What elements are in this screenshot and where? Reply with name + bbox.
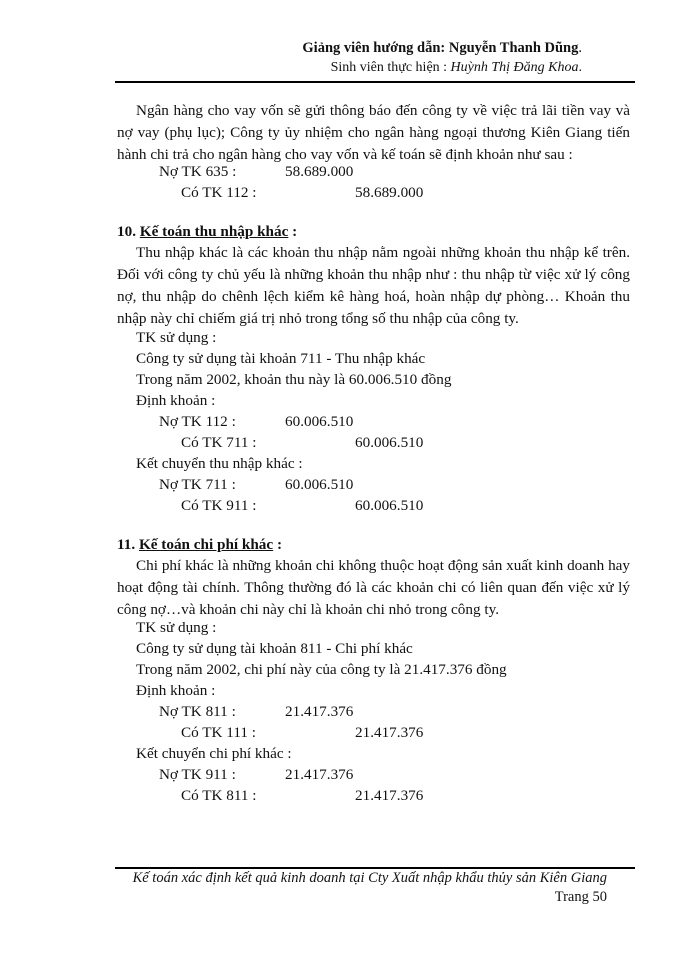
section11-text: Chi phí khác là những khoản chi không thuộc hoạt động sản xuất kinh doanh hay hoạt động tài chính. Thông thường đó là các khoản chi có liên quan đến việc xử lý công nợ…và khoản chi này chỉ là khoản chi nhỏ trong công ty. (117, 557, 630, 618)
section10-transfer-credit-label: Có TK 911 : (181, 497, 257, 514)
section10-text: Thu nhập khác là các khoản thu nhập nằm ngoài những khoản thu nhập kể trên. Đối với công ty chủ yếu là những khoản thu nhập như : thu nhập từ việc xử lý công nợ, thu nhập do chênh lệch kiểm kê hàng hoá, hoàn nhập dự phòng… Khoản thu nhập này chỉ chiếm giá trị nhỏ trong tổng số thu nhập của công ty. (117, 244, 630, 327)
intro-debit-label: Nợ TK 635 : (159, 163, 237, 180)
section10-transfer-debit-label: Nợ TK 711 : (159, 476, 236, 493)
section11-tk-text: Công ty sử dụng tài khoản 811 - Chi phí khác (136, 640, 413, 657)
section10-tk-label: TK sử dụng : (136, 329, 217, 346)
section10-entry-credit-value: 60.006.510 (355, 434, 424, 451)
section11-heading (117, 536, 282, 554)
section10-transfer-credit-value: 60.006.510 (355, 497, 424, 514)
header-rule (115, 81, 635, 83)
footer-title: Kế toán xác định kết quả kinh doanh tại Cty Xuất nhập khẩu thủy sản Kiên Giang (132, 870, 607, 886)
section10-entry-credit-label: Có TK 711 : (181, 434, 257, 451)
instructor-label: Giảng viên hướng dẫn: (302, 40, 449, 56)
section10-entry-label: Định khoản : (136, 392, 216, 409)
section11-entry-credit-label: Có TK 111 : (181, 724, 256, 741)
section11-transfer-debit-value: 21.417.376 (285, 766, 354, 783)
section10-number: 10. (117, 223, 140, 240)
section11-paragraph (117, 555, 630, 621)
section11-tk-label: TK sử dụng : (136, 619, 217, 636)
intro-paragraph (117, 100, 630, 166)
section10-entry-debit-value: 60.006.510 (285, 413, 354, 430)
section10-transfer-debit-value: 60.006.510 (285, 476, 354, 493)
intro-credit-value: 58.689.000 (355, 184, 424, 201)
section11-transfer-credit-value: 21.417.376 (355, 787, 424, 804)
intro-text: Ngân hàng cho vay vốn sẽ gửi thông báo đến công ty về việc trả lãi tiền vay và nợ vay (phụ lục); Công ty ủy nhiệm cho ngân hàng ngoại thương Kiên Giang tiến hành chi trả cho ngân hàng cho vay vốn và kế toán sẽ định khoản như sau : (117, 102, 630, 163)
section10-transfer-label: Kết chuyển thu nhập khác : (136, 455, 303, 472)
section11-transfer-label: Kết chuyển chi phí khác : (136, 745, 292, 762)
student-name: Huỳnh Thị Đăng Khoa (450, 60, 579, 75)
intro-debit-value: 58.689.000 (285, 163, 354, 180)
footer-page-number: Trang 50 (554, 889, 607, 905)
instructor-name: Nguyễn Thanh Dũng (448, 40, 579, 56)
section11-entry-credit-value: 21.417.376 (355, 724, 424, 741)
section11-colon: : (273, 536, 282, 553)
section11-transfer-credit-label: Có TK 811 : (181, 787, 257, 804)
section10-year-text: Trong năm 2002, khoản thu này là 60.006.510 đồng (136, 371, 452, 388)
section10-tk-text: Công ty sử dụng tài khoản 711 - Thu nhập khác (136, 350, 426, 367)
section10-heading (117, 223, 297, 241)
instructor-end: . (578, 40, 582, 56)
section11-entry-label: Định khoản : (136, 682, 216, 699)
section11-entry-debit-label: Nợ TK 811 : (159, 703, 236, 720)
section11-transfer-debit-label: Nợ TK 911 : (159, 766, 236, 783)
student-label: Sinh viên thực hiện : (330, 60, 451, 75)
section10-entry-debit-label: Nợ TK 112 : (159, 413, 236, 430)
section10-paragraph (117, 242, 630, 330)
section11-entry-debit-value: 21.417.376 (285, 703, 354, 720)
header-instructor (302, 40, 582, 57)
section10-colon: : (288, 223, 298, 240)
header-student (331, 60, 582, 76)
footer-rule (115, 867, 635, 869)
intro-credit-label: Có TK 112 : (181, 184, 257, 201)
section10-title: Kế toán thu nhập khác (139, 223, 289, 240)
student-end: . (578, 60, 582, 75)
section11-title: Kế toán chi phí khác (138, 536, 274, 553)
section11-year-text: Trong năm 2002, chi phí này của công ty là 21.417.376 đồng (136, 661, 507, 678)
section11-number: 11. (117, 536, 139, 553)
